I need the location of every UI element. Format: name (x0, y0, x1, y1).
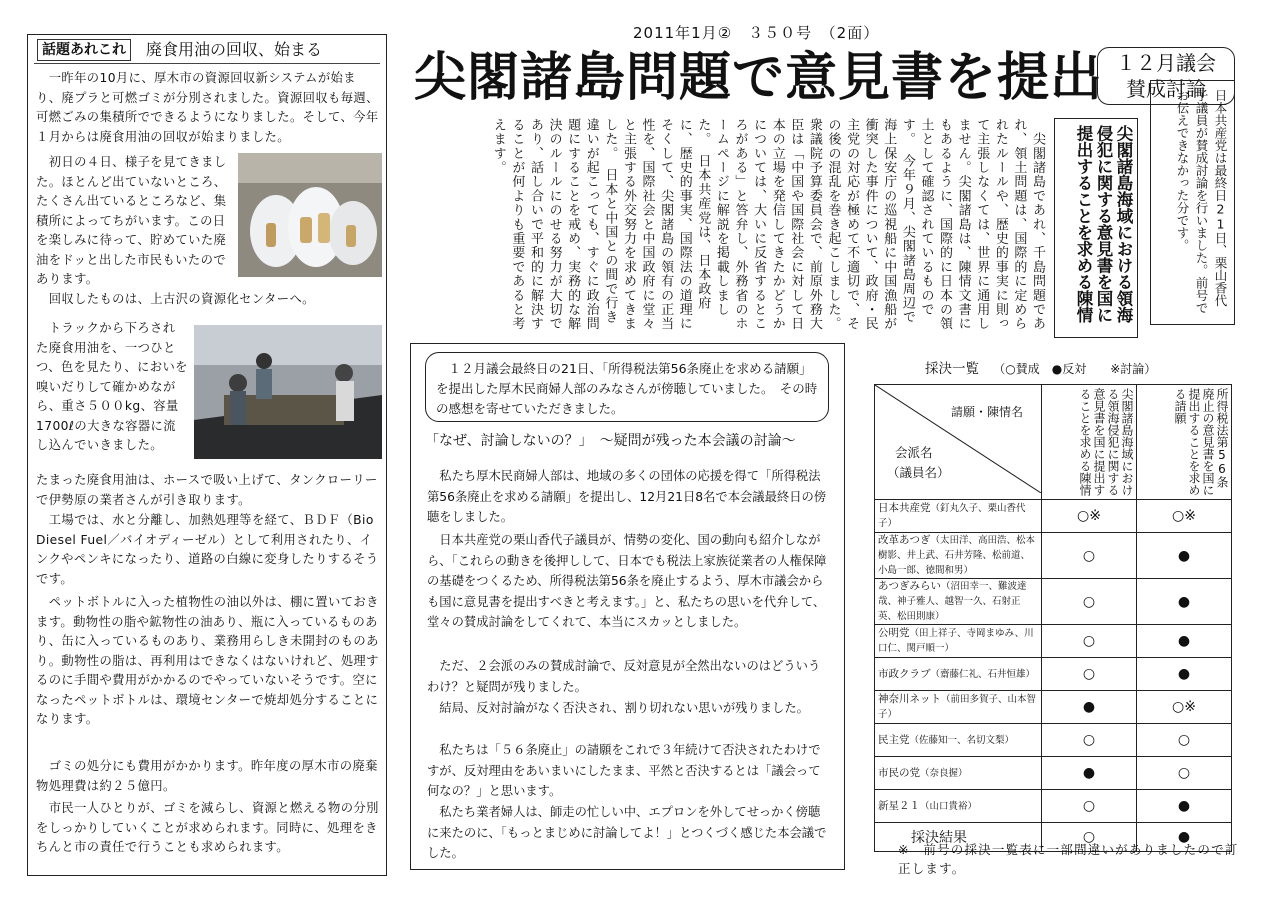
group-name: 市民の党 (878, 766, 920, 779)
vote-row (875, 790, 1232, 823)
council-tag-line2: 賛成討論 (1126, 77, 1206, 101)
group-name: 市政クラブ (878, 667, 931, 680)
left-paragraph: トラックから下ろされた廃食用油を、一つひとつ、色を見たり、においを嗅いだりして確かめながら、重さ５００kg、容量1700ℓの大きな容器に流し込んでいきました。 (36, 321, 188, 452)
header-petition: 請願・陳情名 (950, 405, 1023, 419)
vote-senkaku: ○ (1042, 579, 1137, 625)
collection-center-photo (194, 325, 382, 459)
result-tax56: ● (1137, 823, 1232, 852)
vote-row (875, 625, 1232, 658)
vote-group (875, 533, 1042, 579)
vote-row (875, 757, 1232, 790)
vote-tax56: ○※ (1137, 691, 1232, 724)
vote-row (875, 500, 1232, 533)
middle-paragraph: ただ、２会派のみの賛成討論で、反対意見が全然出ないのはどういうわけ？と疑問が残りました。 (427, 659, 821, 694)
vote-row (875, 691, 1232, 724)
correction-note: ※ 前号の採決一覧表に一部間違いがありましたので訂正します。 (898, 842, 1239, 876)
vote-group (875, 625, 1042, 658)
left-paragraph: 回収したものは、上古沢の資源化センターへ。 (36, 292, 315, 306)
group-name: 新星２１ (878, 799, 920, 812)
vote-group (875, 757, 1042, 790)
vote-row (875, 579, 1232, 625)
group-members: （田上祥子、寺岡まゆみ、川口仁、関戸順一） (878, 628, 1034, 654)
group-name: 日本共産党 (878, 502, 931, 514)
group-members: （佐藤知一、名切文梨） (909, 734, 1015, 746)
issue-info: 2011年1月② ３５０号 （2面） (633, 24, 880, 42)
vote-title: 採決一覧 (925, 361, 979, 377)
vote-senkaku: ○※ (1042, 500, 1137, 533)
middle-paragraph: 結局、反対討論がなく否決され、割り切れない思いが残りました。 (427, 701, 809, 715)
vote-legend: （○賛成 ●反対 ※討論） (993, 362, 1157, 376)
vote-tax56: ○※ (1137, 500, 1232, 533)
debate-body: 尖閣諸島であれ、千島問題であれ、領土問題は、国際的に定められたルールや、歴史的事実に則って主張しなくては、世界に通用しません。尖閣諸島は、陳情文書にもあるように、国際的に日本の領土として確認されているものです。 今年９月、尖閣諸島周辺で海上保安庁の巡視船に中国漁船が衝突した事件について、政府・民主党の対応が極めて不適切で、その後の混乱を巻き起こしました。 衆議院予算委員会で、前原外務大臣は「中国や国際社会に対して日本の立場を発信してきたかどうかについては、大いに反省するところがある」と答弁し、外務省のホームページに解説を掲載しました。 日本共産党は、日本政府に、歴史的事実、国際法の道理にそくして、尖閣諸島の領有の正当性を、国際社会と中国政府に堂々と主張する外交努力を求めてきました。 日本と中国との間で行き違いが起こっても、すぐに政治問題にすることを戒め、実務的な解決のルールにのせる努力が大切であり、話し合いで平和的に解決することが何よりも重要であると考えます。 (490, 118, 1045, 339)
left-paragraph: ゴミの処分にも費用がかかります。昨年度の厚木市の廃棄物処理費は約２５億円。 (36, 759, 378, 793)
group-members: （釘丸久子、栗山香代子） (878, 503, 1026, 529)
group-members: （沼田幸一、難波達哉、神子雅人、越智一久、石射正英、松田則康） (878, 581, 1027, 622)
left-paragraph: たまった廃食用油は、ホースで吸い上げて、タンクローリーで伊勢原の業者さんが引き取ります。 (36, 473, 378, 507)
vote-tax56: ● (1137, 625, 1232, 658)
group-name: 神奈川ネット (878, 693, 941, 705)
middle-article (410, 343, 845, 870)
vote-tax56: ● (1137, 533, 1232, 579)
council-tag-line1: １２月議会 (1116, 51, 1216, 75)
group-members: （前田多賀子、山本智子） (878, 694, 1037, 720)
vote-row (875, 724, 1232, 757)
vote-group (875, 691, 1042, 724)
vote-tax56: ● (1137, 658, 1232, 691)
vote-list-title (925, 357, 1156, 377)
left-article-title: 廃食用油の回収、始まる (146, 40, 323, 59)
vote-group (875, 579, 1042, 625)
middle-subtitle: 「なぜ、討論しないの？」 ～疑問が残った本会議の討論～ (425, 433, 796, 449)
vote-senkaku: ● (1042, 757, 1137, 790)
left-paragraph: 初日の４日、様子を見てきました。ほとんど出ていないところ、たくさん出ているところなど、集積所によってちがいます。この日を楽しみに待って、貯めていた廃油をドッと出した市民もいたのであります。 (36, 155, 227, 286)
vote-senkaku: ○ (1042, 724, 1137, 757)
page-headline: 尖閣諸島問題で意見書を提出 (414, 48, 1104, 108)
vote-group (875, 500, 1042, 533)
title-divider (34, 63, 380, 64)
vote-row (875, 658, 1232, 691)
vote-table-corner (875, 385, 1042, 500)
vote-group (875, 724, 1042, 757)
vote-senkaku: ○ (1042, 625, 1137, 658)
vote-tax56: ○ (1137, 757, 1232, 790)
middle-paragraph: 私たち業者婦人は、師走の忙しい中、エプロンを外してせっかく傍聴に来たのに、「もっとまじめに討論してよ！」とつくづく感じた本会議でした。 (427, 805, 827, 860)
column-tag: 話題あれこれ (37, 39, 131, 61)
left-paragraph: 工場では、水と分離し、加熱処理等を経て、ＢＤＦ（Bio Diesel Fuel／バイオディーゼル）として利用されたり、インクやペンキになったり、道路の白線に変身したりするそうです。 (36, 513, 379, 586)
left-paragraph: ペットボトルに入った植物性の油以外は、棚に置いておきます。動物性の脂や鉱物性の油あり、瓶に入っているものあり、缶に入っているものあり、業務用らしき未開封のものあり。動物性の脂は、再利用はできなくはないけれど、処理するのに手間や費用がかかるのでやっていないそうです。空になったペットボトルは、環境センターで焼却処分することになります。 (36, 595, 379, 726)
vote-senkaku: ○ (1042, 533, 1137, 579)
vote-tax56: ○ (1137, 724, 1232, 757)
vote-tax56: ● (1137, 579, 1232, 625)
vote-tax56: ● (1137, 790, 1232, 823)
middle-intro-box: １２月議会最終日の21日、「所得税法第56条廃止を求める請願」を提出した厚木民商婦人部のみなさんが傍聴していました。 その時の感想を寄せていただきました。 (425, 352, 829, 422)
group-members: （山口貴裕） (920, 800, 978, 812)
header-members: （議員名） (887, 465, 950, 480)
result-senkaku: ○ (1042, 823, 1137, 852)
vote-table (874, 384, 1232, 852)
vote-row (875, 533, 1232, 579)
column-header-tax56: 所得税法第56条廃止の意見書を国に提出することを求める請願 (1137, 385, 1232, 500)
middle-paragraph: 私たちは「５６条廃止」の請願をこれで３年続けて否決されたわけですが、反対理由をあいまいにしたまま、平然と否決するとは「議会って何なの？」と思います。 (427, 743, 821, 798)
header-group: 会派名 (895, 445, 933, 460)
middle-paragraph: 私たち厚木民商婦人部は、地域の多くの団体の応援を得て「所得税法第56条廃止を求める請願」を提出し、12月21日8名で本会議最終日の傍聴をしました。 (427, 469, 827, 524)
left-paragraph: 一昨年の10月に、厚木市の資源回収新システムが始まり、廃プラと可燃ゴミが分別されました。資源回収も毎週、可燃ごみの集積所でできるようになりました。そして、今年１月からは廃食用油の回収が始まりました。 (36, 71, 379, 144)
left-paragraph: 市民一人ひとりが、ゴミを減らし、資源と燃える物の分別をしっかりしていくことが求められます。同時に、処理をきちんと市の責任で行うことも求められます。 (36, 801, 379, 854)
middle-paragraph: 日本共産党の栗山香代子議員が、情勢の変化、国の動向も紹介しながら、「これらの動きを後押しして、日本でも税法上家族従業者の人権保障の基礎をつくるため、所得税法第56条を廃止するよう、厚木市議会からも国に意見書を提出すべきと考えます。」と、私たちの思いを代弁して、堂々の賛成討論をしてくれて、本当にスカッとしました。 (427, 533, 827, 629)
group-members: （奈良握） (920, 767, 968, 779)
debate-intro-box: 日本共産党は最終日21日、栗山香代子議員が賛成討論を行いました。前号でお伝えできなかった分です。 (1150, 80, 1235, 325)
result-label: 採決結果 (875, 823, 1042, 852)
vote-group (875, 790, 1042, 823)
petition-title-box: 尖閣諸島海域における領海侵犯に関する意見書を国に提出することを求める陳情 (1054, 118, 1138, 338)
column-header-senkaku: 尖閣諸島海域における領海侵犯に関する意見書を国に提出することを求める陳情 (1042, 385, 1137, 500)
left-article (27, 34, 387, 876)
oil-bags-photo (238, 153, 382, 277)
group-members: （齋藤仁礼、石井恒雄） (930, 668, 1036, 680)
vote-senkaku: ○ (1042, 658, 1137, 691)
vote-senkaku: ● (1042, 691, 1137, 724)
group-name: あつぎみらい (878, 580, 941, 592)
group-members: （太田洋、高田浩、松本樹影、井上武、石井芳隆、松前道、小島一郎、徳間和男） (878, 535, 1036, 576)
vote-group (875, 658, 1042, 691)
group-name: 改革あつぎ (878, 534, 931, 546)
group-name: 民主党 (878, 733, 910, 746)
group-name: 公明党 (878, 627, 910, 639)
vote-senkaku: ○ (1042, 790, 1137, 823)
